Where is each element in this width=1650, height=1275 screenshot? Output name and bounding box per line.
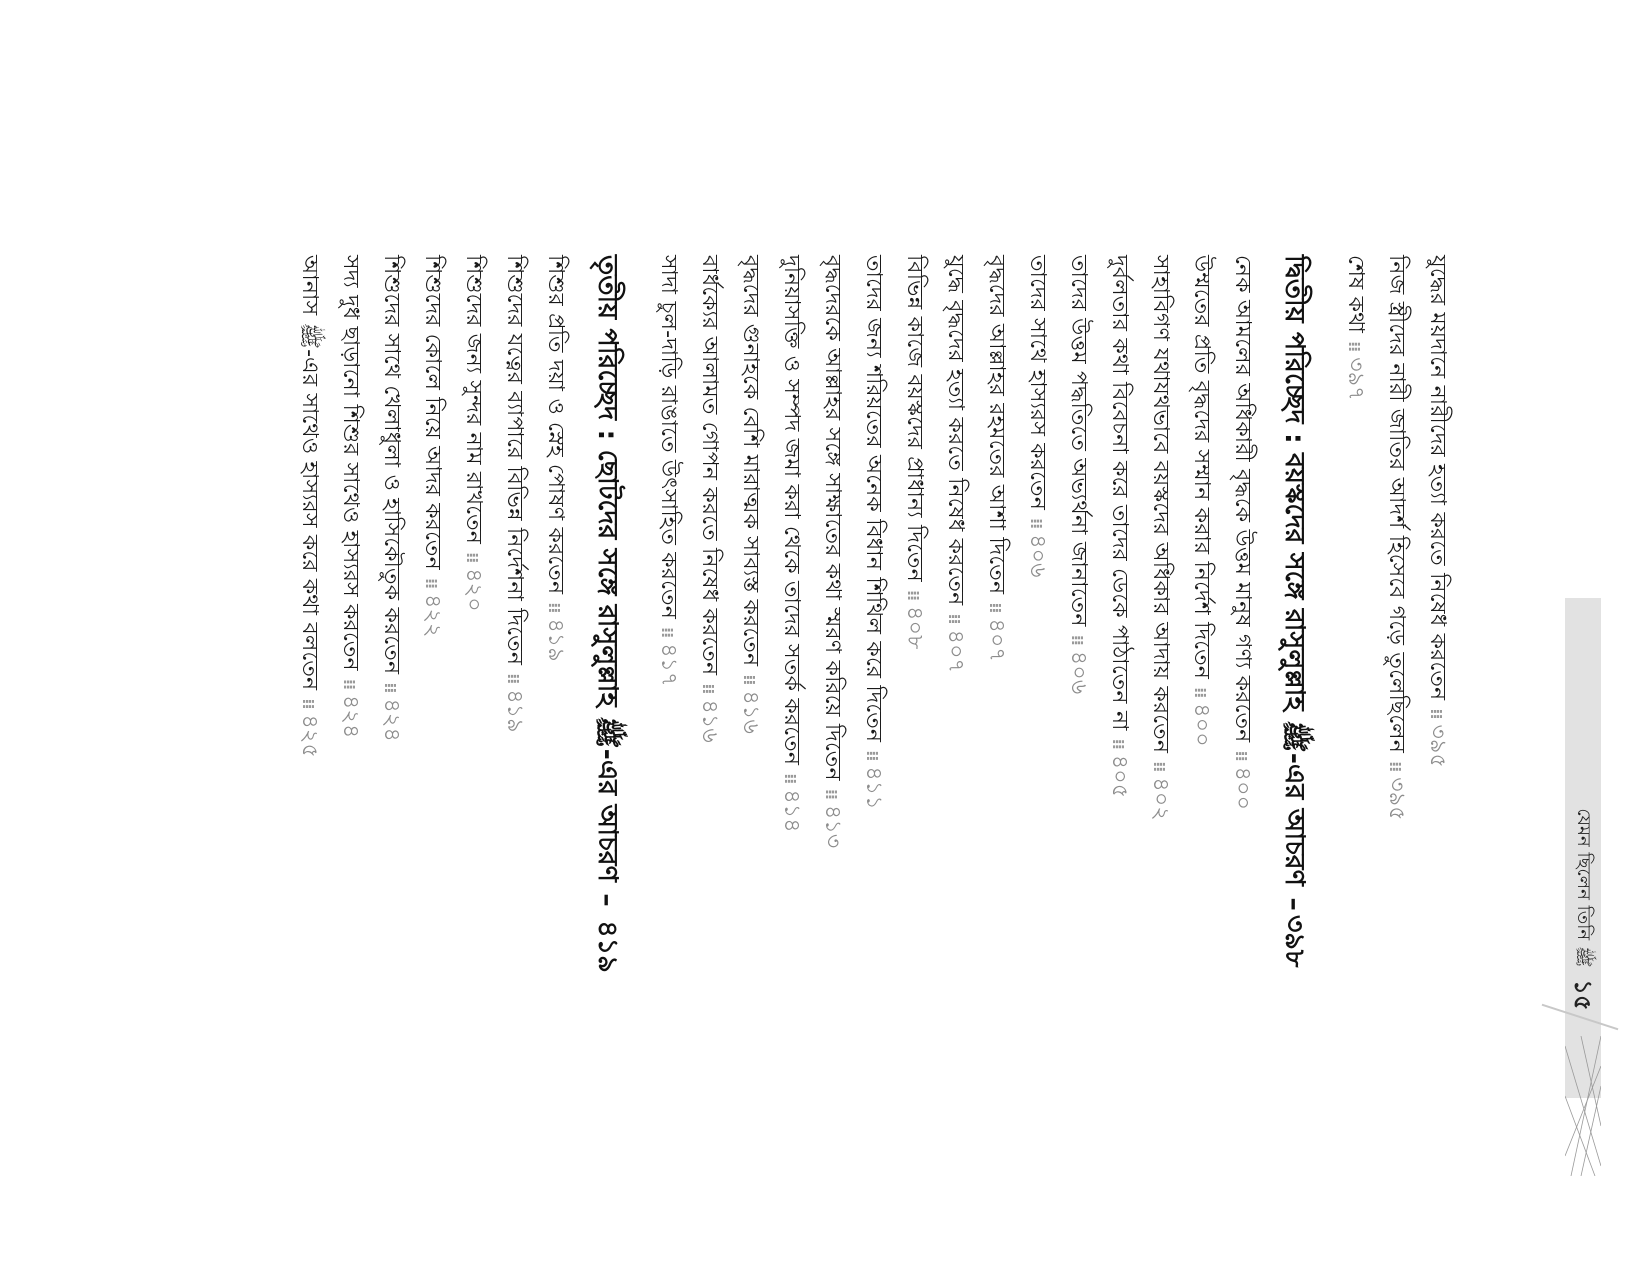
running-title: যেমন ছিলেন তিনি ﷺ	[1573, 808, 1594, 968]
toc-entry-page: ৪১৬	[697, 699, 722, 743]
toc-entry-page: ৩৯৫	[1425, 724, 1450, 768]
chapter-page: ৩৯৮	[1279, 914, 1310, 968]
toc-entry	[371, 255, 412, 1035]
leader-dots: ⁞⁞	[740, 674, 759, 685]
toc-entry	[935, 255, 976, 1035]
toc-entry-text: যুদ্ধের ময়দানে নারীদের হত্যা করতে নিষেধ করতেন	[1425, 255, 1450, 701]
leader-dots: ⁞⁞	[863, 750, 882, 761]
toc-entry-text: বৃদ্ধদের গুনাহকে বেশি মারাত্মক সাব্যস্ত করতেন	[738, 255, 763, 667]
toc-entry-text: শেষ কথা	[1343, 255, 1368, 334]
leader-dots: ⁞⁞	[1232, 750, 1251, 761]
leader-dots: ⁞⁞	[504, 673, 523, 684]
toc-entry-page: ৪২৫	[297, 714, 322, 758]
toc-entry-page: ৪০৫	[1107, 754, 1132, 799]
toc-entry	[1058, 255, 1099, 1035]
toc-entry-page: ৪০০	[1230, 766, 1255, 811]
toc-entry	[1017, 255, 1058, 1035]
leader-dots: ⁞⁞	[422, 577, 441, 589]
toc-entry-page: ৪১৭	[656, 643, 681, 687]
leader-dots: ⁞⁞	[299, 698, 318, 709]
leader-dots: ⁞⁞	[1345, 341, 1364, 352]
toc-entry-page: ৪১১	[861, 766, 886, 810]
leader-dots: ⁞⁞	[1191, 687, 1210, 698]
toc-entry-page: ৪০৮	[902, 606, 927, 650]
toc-entry	[289, 255, 330, 1035]
leader-dots: ⁞⁞	[1109, 738, 1128, 749]
toc-entry-page: ৪০০	[1189, 703, 1214, 747]
toc-entry-text: বৃদ্ধদের আল্লাহর রহমতের আশা দিতেন	[984, 255, 1009, 595]
leader-dots: ⁞⁞	[945, 613, 964, 624]
toc-entry	[494, 255, 535, 1035]
toc-entry-text: নিজ স্ত্রীদের নারী জাতির আদর্শ হিসেবে গড়ে তুলেছিলেন	[1384, 255, 1409, 754]
chapter-title: দ্বিতীয় পরিচ্ছেদ : বয়স্কদের সঙ্গে রাসুলুল্লাহ ﷺ-এর আচরণ	[1279, 255, 1310, 886]
toc-entry-text: বার্ধক্যের আলামত গোপন করতে নিষেধ করতেন	[697, 255, 722, 676]
leader-dots: ⁞⁞	[1427, 708, 1446, 719]
leader-dots: ⁞⁞	[1027, 518, 1046, 529]
toc-entry	[330, 255, 371, 1035]
toc-entry-page: ৪১৯	[543, 618, 568, 662]
toc-entry-text: শিশুদের জন্য সুন্দর নাম রাখতেন	[461, 255, 486, 545]
leader-dots: ⁞⁞	[340, 678, 359, 690]
toc-entry	[1222, 255, 1263, 1035]
toc-entry	[412, 255, 453, 1035]
toc-section-2	[648, 255, 1263, 1035]
toc-entry	[894, 255, 935, 1035]
toc-entry-page: ৪২০	[461, 568, 486, 612]
toc-entry-page: ৪১৪	[779, 789, 804, 833]
leader-dots: ⁞⁞	[1386, 761, 1405, 772]
toc-entry	[853, 255, 894, 1035]
toc-entry-text: শিশুদের যত্নের ব্যাপারে বিভিন্ন নির্দেশনা দিতেন	[502, 255, 527, 666]
chapter-page: ৪১৯	[592, 920, 623, 973]
leader-dots: ⁞⁞	[545, 602, 564, 613]
toc-entry	[1099, 255, 1140, 1035]
toc-entry-text: শিশুদের সাথে খেলাধুলা ও হাসিকৌতুক করতেন	[379, 255, 404, 675]
chapter-dash: –	[1279, 887, 1310, 911]
toc-entry-text: সাহাবিগণ যথাযথভাবে বয়স্কদের অধিকার আদায় করতেন	[1148, 255, 1173, 754]
leader-dots: ⁞⁞	[1150, 761, 1169, 772]
page-number: ১৫	[1569, 979, 1597, 1011]
toc-entry	[1181, 255, 1222, 1035]
table-of-contents	[289, 255, 1458, 1035]
toc-entry-text: উম্মতের প্রতি বৃদ্ধদের সম্মান করার নির্দেশ দিতেন	[1189, 255, 1214, 680]
toc-entry-page: ৪১৩	[820, 804, 845, 849]
chapter-title: তৃতীয় পরিচ্ছেদ : ছোটদের সঙ্গে রাসুলুল্লাহ ﷺ-এর আচরণ	[592, 255, 623, 882]
toc-entry-page: ৪২৪	[338, 695, 363, 739]
toc-entry-text: তাদের উত্তম পদ্ধতিতে অভ্যর্থনা জানাতেন	[1066, 255, 1091, 627]
toc-entry-page: ৩৯৫	[1384, 777, 1409, 821]
toc-entry-text: তাদের সাথে হাস্যরস করতেন	[1025, 255, 1050, 511]
decorative-lines-icon	[1565, 1036, 1601, 1176]
toc-entry-page: ৪০২	[1148, 777, 1173, 821]
chapter-heading-2	[1263, 255, 1325, 1035]
chapter-heading-3	[576, 255, 638, 1035]
toc-entry-page: ৪০৭	[943, 629, 968, 674]
leader-dots: ⁞⁞	[463, 552, 482, 563]
toc-entry	[1140, 255, 1181, 1035]
toc-entry	[771, 255, 812, 1035]
toc-entry	[1417, 255, 1458, 1035]
toc-entry	[1335, 255, 1376, 1035]
toc-entry-page: ৪০৭	[984, 618, 1009, 662]
toc-entry	[730, 255, 771, 1035]
leader-dots: ⁞⁞	[1068, 634, 1087, 645]
toc-entry-text: বিভিন্ন কাজে বয়স্কদের প্রাধান্য দিতেন	[902, 255, 927, 582]
toc-entry-text: যুদ্ধে বৃদ্ধদের হত্যা করতে নিষেধ করতেন	[943, 255, 968, 606]
toc-entry-text: সাদা চুল-দাড়ি রাঙাতে উৎসাহিত করতেন	[656, 255, 681, 620]
toc-entry	[689, 255, 730, 1035]
toc-entry-text: দুনিয়াসক্তি ও সম্পদ জমা করা থেকে তাদের সতর্ক করতেন	[779, 255, 804, 766]
toc-entry-text: বৃদ্ধদেরকে আল্লাহর সঙ্গে সাক্ষাতের কথা স্মরণ করিয়ে দিতেন	[820, 255, 845, 781]
toc-entry-text: সদ্য দুধ ছাড়ানো শিশুর সাথেও হাস্যরস করতেন	[338, 255, 363, 671]
toc-entry-page: ৪১৯	[502, 689, 527, 733]
toc-entry	[535, 255, 576, 1035]
toc-entry-page: ৪১৬	[738, 690, 763, 734]
toc-entry-page: ৪২৪	[379, 698, 404, 742]
leader-dots: ⁞⁞	[381, 682, 400, 693]
chapter-dash: –	[592, 883, 623, 917]
toc-entry-page: ৪২২	[420, 594, 445, 638]
toc-entry-text: তাদের জন্য শরিয়তের অনেক বিধান শিথিল করে দিতেন	[861, 255, 886, 743]
toc-section-3	[289, 255, 576, 1035]
toc-entry-text: শিশুর প্রতি দয়া ও স্নেহ পোষণ করতেন	[543, 255, 568, 595]
toc-entry-text: শিশুদের কোলে নিয়ে আদর করতেন	[420, 255, 445, 570]
toc-entry	[976, 255, 1017, 1035]
leader-dots: ⁞⁞	[781, 773, 800, 784]
leader-dots: ⁞⁞	[986, 602, 1005, 613]
toc-entry-page: ৪০৬	[1066, 650, 1091, 695]
toc-entry-page: ৪০৬	[1025, 534, 1050, 578]
toc-entry	[648, 255, 689, 1035]
toc-entry-page: ৩৯৭	[1343, 357, 1368, 401]
toc-entry-text: আনাস ﷺ-এর সাথেও হাস্যরস করে কথা বলতেন	[297, 255, 322, 691]
leader-dots: ⁞⁞	[822, 788, 841, 799]
toc-entry	[453, 255, 494, 1035]
toc-entry-text: দুর্বলতার কথা বিবেচনা করে তাদের ডেকে পাঠাতেন না	[1107, 255, 1132, 731]
toc-section-1	[1335, 255, 1458, 1035]
leader-dots: ⁞⁞	[904, 589, 923, 601]
leader-dots: ⁞⁞	[658, 627, 677, 638]
toc-entry-text: নেক আমলের অধিকারী বৃদ্ধকে উত্তম মানুষ গণ্য করতেন	[1230, 255, 1255, 743]
toc-entry	[1376, 255, 1417, 1035]
toc-entry	[812, 255, 853, 1035]
leader-dots: ⁞⁞	[699, 683, 718, 694]
